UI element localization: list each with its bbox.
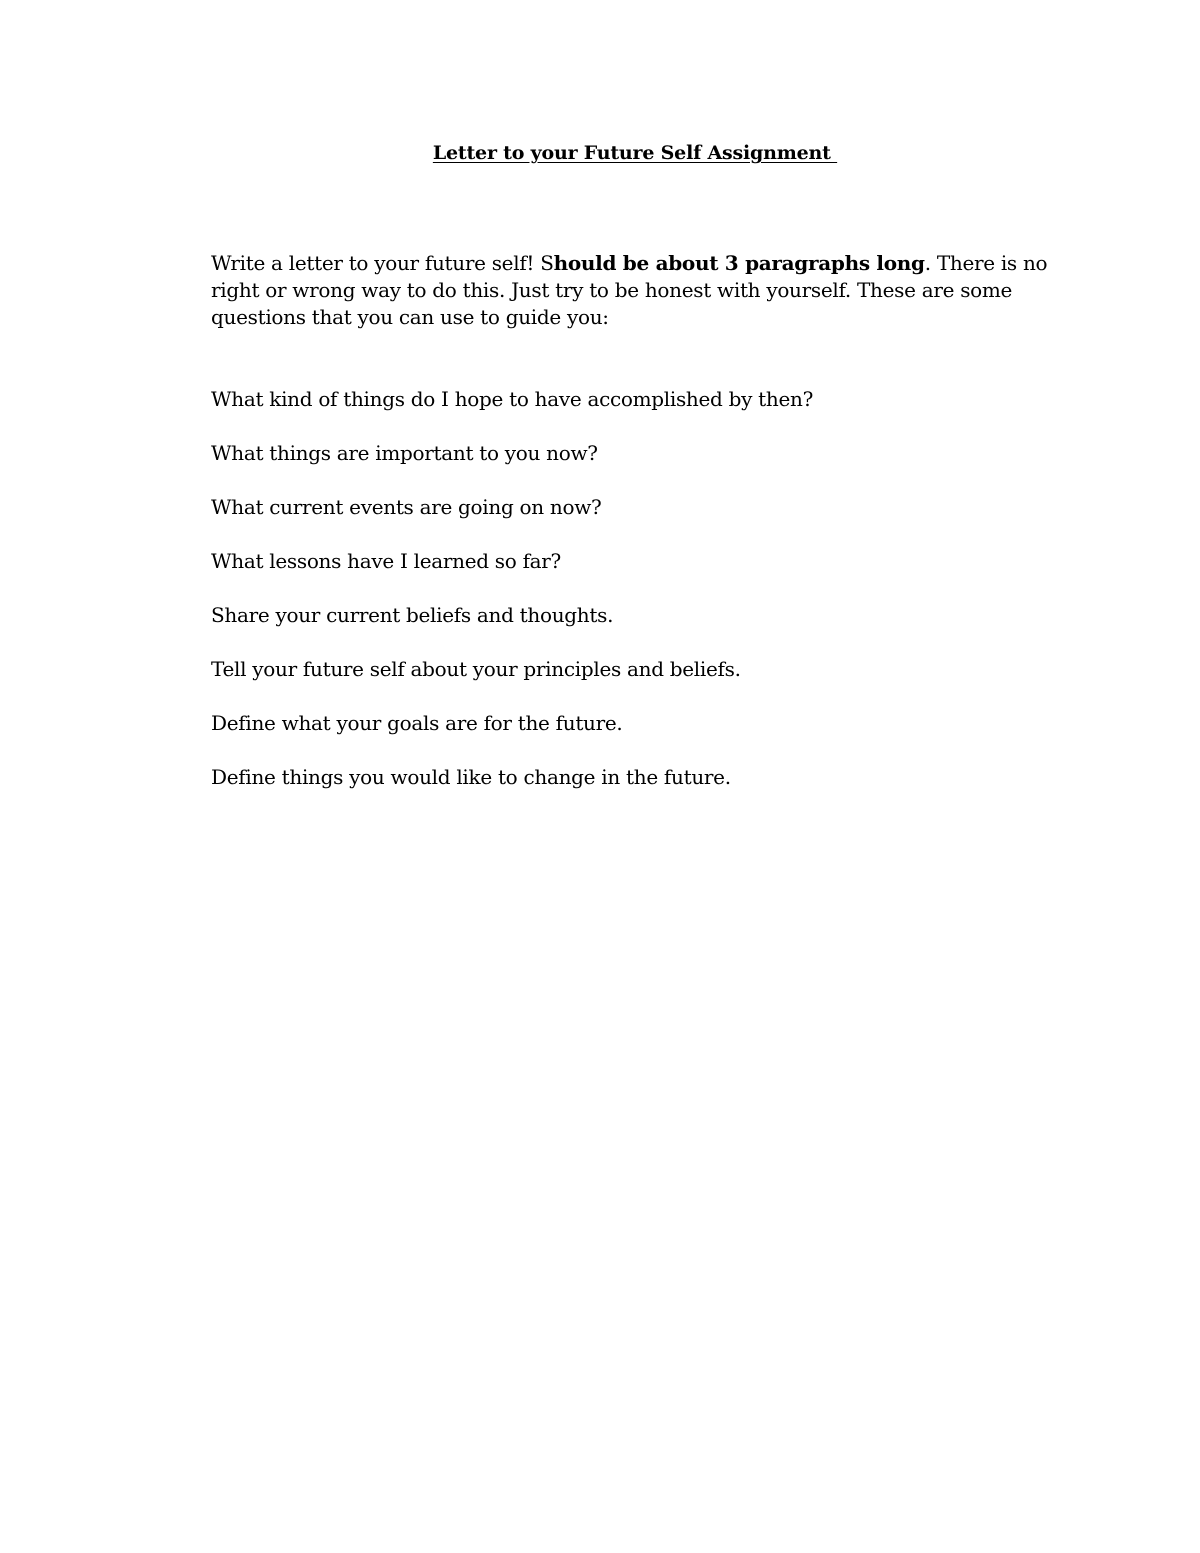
question-item: Define what your goals are for the future.: [211, 711, 623, 735]
question-item: Tell your future self about your principles and beliefs.: [211, 657, 741, 681]
question-item: Share your current beliefs and thoughts.: [211, 603, 614, 627]
question-list: [211, 384, 1061, 816]
question-item: Define things you would like to change in the future.: [211, 765, 731, 789]
intro-bold-text: hould be about 3 paragraphs long: [553, 251, 925, 275]
intro-text-end: . There is no right or wrong way to do this. Just try to be honest with yourself. These are some questions that you can use to guide you:: [211, 251, 1048, 329]
question-item: What lessons have I learned so far?: [211, 549, 561, 573]
question-item: What current events are going on now?: [211, 495, 602, 519]
question-item: What things are important to you now?: [211, 441, 598, 465]
question-item: What kind of things do I hope to have accomplished by then?: [211, 387, 814, 411]
intro-text-start: Write a letter to your future self! S: [211, 251, 554, 275]
document-title: Letter to your Future Self Assignment: [432, 142, 838, 164]
intro-paragraph: [211, 250, 1061, 331]
